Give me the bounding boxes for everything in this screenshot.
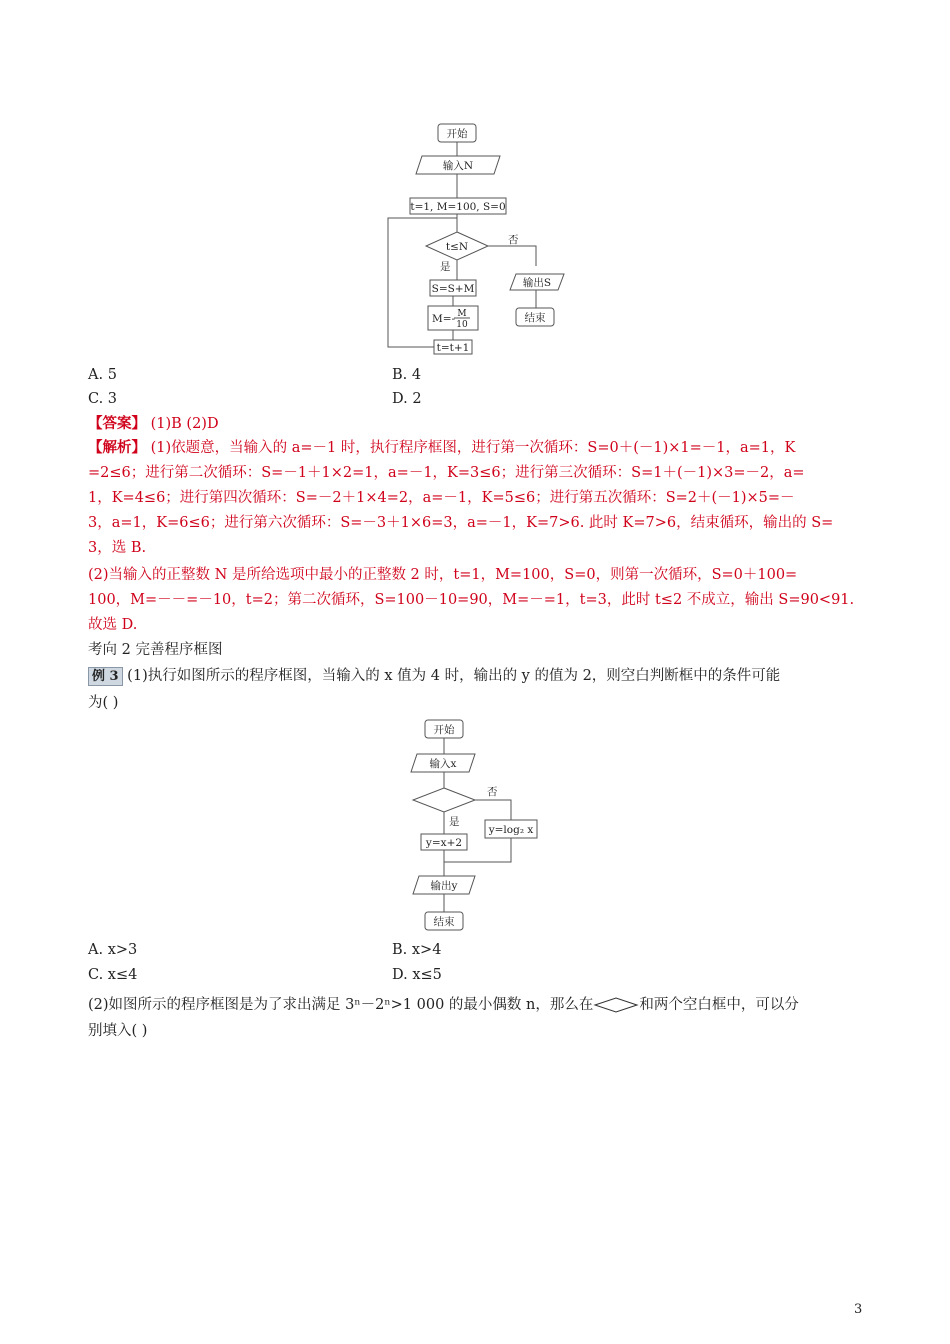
fc2-output: 输出y [430,880,458,892]
fc1-init: t=1, M=100, S=0 [410,201,506,213]
fc2-yes: 是 [449,816,460,828]
fc2-start: 开始 [433,724,455,736]
analysis-line-3: 1，K=4≤6；进行第四次循环：S=－2＋1×4=2，a=－1，K=5≤6；进行第五次循环：S=2＋(－1)×5=－ [88,490,795,506]
fc1-end: 结束 [524,312,546,324]
q3-line-2: 别填入( ) [88,1023,148,1039]
example-text-1: (1)执行如图所示的程序框图，当输入的 x 值为 4 时，输出的 y 的值为 2，则空白判断框中的条件可能 [122,668,781,684]
example-tag: 例 3 [88,667,123,686]
fc1-cond: t≤N [445,241,469,253]
fc2-left: y=x+2 [425,837,463,849]
analysis-line-2: =2≤6；进行第二次循环：S=－1＋1×2=1，a=－1，K=3≤6；进行第三次循环：S=1＋(－1)×3=－2，a= [88,465,805,481]
answer-line [88,414,219,434]
q1-choice-c: C. 3 [88,391,118,407]
section-heading: 考向 2 完善程序框图 [88,642,223,658]
answer-label: 【答案】 [88,415,146,432]
analysis-label: 【解析】 [88,439,146,456]
analysis2-line-3: 故选 D. [88,617,138,633]
fc1-yes: 是 [440,261,451,273]
fc2-end: 结束 [433,916,455,928]
q2-choice-b: B. x>4 [392,942,442,958]
flowchart-1 [380,118,580,358]
fc2-blank-diamond [413,788,475,812]
fc1-t-update: t=t+1 [436,342,470,354]
analysis2-line-2: 100，M=－－=－10，t=2；第二次循环，S=100－10=90，M=－=1，t=3，此时 t≤2 不成立，输出 S=90<91. [88,592,855,608]
fc1-start: 开始 [446,128,468,140]
fc1-no: 否 [508,234,519,246]
q2-choice-d: D. x≤5 [392,967,442,983]
q3-line-1 [88,995,799,1015]
analysis-text-1: (1)依题意，当输入的 a=－1 时，执行程序框图，进行第一次循环：S=0＋(－1)×1=－1，a=1，K [146,440,796,456]
diamond-icon [593,997,639,1013]
q2-choice-a: A. x>3 [88,942,138,958]
flowchart-2 [405,716,555,938]
q3-text-post: 和两个空白框中，可以分 [639,997,799,1013]
fc1-m-lhs: M=- [432,313,456,325]
analysis2-line-1: (2)当输入的正整数 N 是所给选项中最小的正整数 2 时，t=1，M=100，S=0，则第一次循环，S=0＋100= [88,567,798,583]
analysis-line-1 [88,438,795,458]
fc1-m-den: 10 [456,320,468,330]
fc1-s-update: S=S+M [431,283,475,295]
q1-choice-a: A. 5 [88,367,117,383]
q2-choice-c: C. x≤4 [88,967,138,983]
example-line-1 [88,666,780,686]
analysis-line-4: 3，a=1，K=6≤6；进行第六次循环：S=－3＋1×6=3，a=－1，K=7>6. 此时 K=7>6，结束循环，输出的 S= [88,515,834,531]
fc1-input: 输入N [442,160,474,172]
answer-text: (1)B (2)D [146,416,219,432]
fc2-input: 输入x [429,758,457,770]
q1-choice-b: B. 4 [392,367,422,383]
fc1-output: 输出S [522,277,552,289]
fc1-m-num: M [457,309,467,319]
page-number: 3 [854,1302,863,1317]
fc2-no: 否 [487,786,498,798]
q3-text-pre: (2)如图所示的程序框图是为了求出满足 3ⁿ－2ⁿ>1 000 的最小偶数 n，那么在 [88,997,594,1013]
q1-choice-d: D. 2 [392,391,422,407]
example-line-2: 为( ) [88,695,119,711]
fc2-right: y=log₂ x [488,824,534,836]
analysis-line-5: 3，选 B. [88,540,147,556]
